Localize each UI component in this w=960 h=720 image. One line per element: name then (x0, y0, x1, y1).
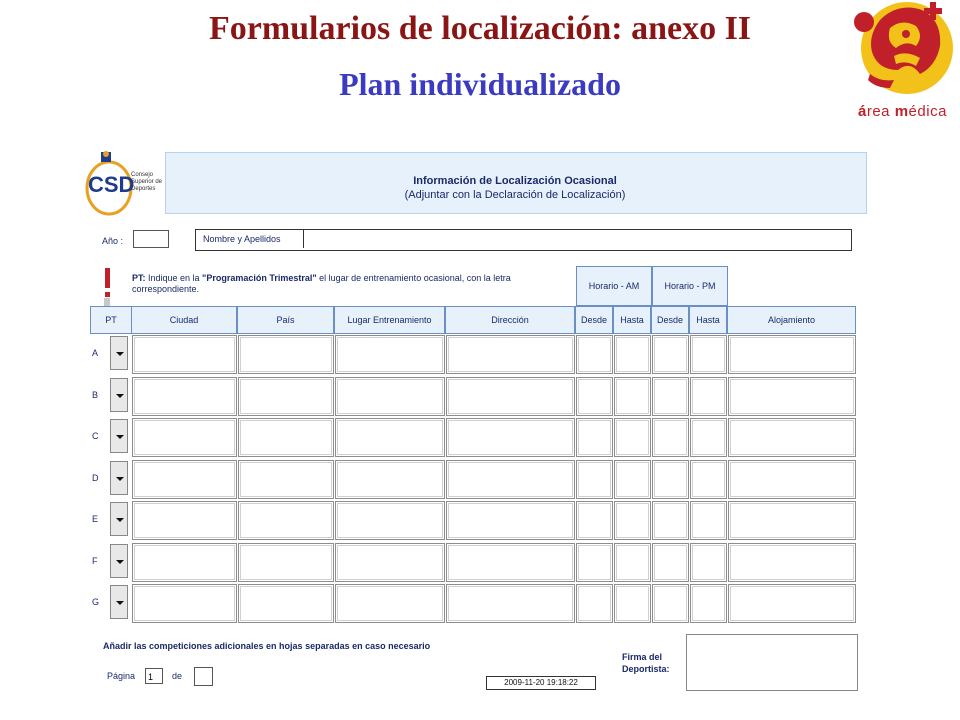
table-cell[interactable] (335, 335, 445, 374)
table-cell[interactable] (238, 501, 334, 540)
table-cell[interactable] (576, 377, 613, 416)
table-cell[interactable] (614, 543, 651, 582)
column-header: Ciudad (131, 306, 237, 334)
table-cell[interactable] (652, 418, 689, 457)
row-letter: E (92, 514, 99, 524)
table-cell[interactable] (652, 460, 689, 499)
row-letter: A (92, 348, 99, 358)
of-label: de (172, 671, 183, 681)
table-cell[interactable] (576, 501, 613, 540)
table-cell[interactable] (238, 543, 334, 582)
column-header: PT (90, 306, 132, 334)
table-cell[interactable] (446, 377, 575, 416)
table-cell[interactable] (335, 584, 445, 623)
group-header-pm: Horario - PM (652, 266, 728, 306)
table-cell[interactable] (728, 501, 856, 540)
page-input[interactable]: 1 (145, 668, 163, 684)
table-cell[interactable] (335, 543, 445, 582)
table-cell[interactable] (614, 418, 651, 457)
table-cell[interactable] (614, 501, 651, 540)
column-header: Desde (575, 306, 613, 334)
row-letter: B (92, 389, 99, 400)
table-cell[interactable] (132, 418, 237, 457)
table-cell[interactable] (132, 377, 237, 416)
column-header: Hasta (613, 306, 651, 334)
additional-note: Añadir las competiciones adicionales en hojas separadas en caso necesario (103, 641, 431, 651)
table-cell[interactable] (576, 543, 613, 582)
column-header: Hasta (689, 306, 727, 334)
signature-label: Firma del Deportista: (622, 652, 670, 674)
table-cell[interactable] (728, 460, 856, 499)
group-header-am: Horario - AM (576, 266, 652, 306)
table-cell[interactable] (132, 543, 237, 582)
year-input[interactable] (133, 230, 169, 248)
row-letter: G (92, 597, 100, 607)
name-label: Nombre y Apellidos (196, 230, 304, 248)
table-cell[interactable] (238, 377, 334, 416)
signature-box[interactable] (686, 634, 858, 691)
table-cell[interactable] (238, 418, 334, 457)
row-dropdown[interactable] (110, 585, 128, 619)
exclamation-icon (102, 268, 112, 306)
table-cell[interactable] (652, 377, 689, 416)
table-cell[interactable] (446, 543, 575, 582)
name-field[interactable] (195, 229, 852, 251)
table-cell[interactable] (690, 501, 727, 540)
table-cell[interactable] (728, 543, 856, 582)
table-cell[interactable] (238, 460, 334, 499)
table-cell[interactable] (576, 335, 613, 374)
column-header: País (237, 306, 334, 334)
csd-name: Consejo Superior de Deportes (131, 172, 163, 192)
table-cell[interactable] (690, 543, 727, 582)
total-pages-input[interactable] (194, 667, 213, 686)
table-cell[interactable] (335, 501, 445, 540)
row-letter: C (92, 431, 99, 441)
year-label: Año : (102, 236, 124, 246)
table-cell[interactable] (335, 418, 445, 457)
row-dropdown[interactable] (110, 378, 128, 412)
table-cell[interactable] (238, 335, 334, 374)
row-dropdown[interactable] (110, 461, 128, 495)
table-cell[interactable] (652, 335, 689, 374)
table-cell[interactable] (690, 418, 727, 457)
table-cell[interactable] (652, 543, 689, 582)
table-cell[interactable] (576, 460, 613, 499)
column-header: Alojamiento (727, 306, 856, 334)
slide-title: Formularios de localización: anexo II (208, 10, 752, 47)
table-cell[interactable] (132, 460, 237, 499)
pt-note: PT: Indique en la "Programación Trimestral" el lugar de entrenamiento ocasional, con la letra correspondiente. (132, 273, 511, 294)
row-dropdown[interactable] (110, 419, 128, 453)
table-cell[interactable] (335, 460, 445, 499)
column-header: Dirección (445, 306, 575, 334)
brand-name: área médica (858, 103, 947, 120)
row-dropdown[interactable] (110, 502, 128, 536)
row-letter: F (92, 555, 98, 566)
table-cell[interactable] (132, 335, 237, 374)
row-dropdown[interactable] (110, 544, 128, 578)
table-cell[interactable] (576, 584, 613, 623)
table-cell[interactable] (690, 584, 727, 623)
table-cell[interactable] (335, 377, 445, 416)
table-cell[interactable] (446, 460, 575, 499)
form-title: Información de Localización Ocasional (413, 175, 617, 187)
table-cell[interactable] (652, 584, 689, 623)
table-cell[interactable] (446, 584, 575, 623)
table-cell[interactable] (690, 377, 727, 416)
table-cell[interactable] (446, 335, 575, 374)
row-dropdown[interactable] (110, 336, 128, 370)
table-cell[interactable] (690, 335, 727, 374)
table-cell[interactable] (132, 501, 237, 540)
page-label: Página (107, 671, 136, 681)
timestamp: 2009-11-20 19:18:22 (486, 676, 596, 690)
table-cell[interactable] (238, 584, 334, 623)
table-cell[interactable] (446, 501, 575, 540)
table-cell[interactable] (728, 377, 856, 416)
slide-subtitle: Plan individualizado (339, 66, 621, 102)
table-cell[interactable] (614, 335, 651, 374)
table-cell[interactable] (446, 418, 575, 457)
table-cell[interactable] (728, 335, 856, 374)
row-letter: D (92, 472, 99, 483)
table-cell[interactable] (614, 584, 651, 623)
column-header: Lugar Entrenamiento (334, 306, 445, 334)
svg-text:CSD: CSD (88, 172, 135, 197)
table-cell[interactable] (614, 377, 651, 416)
form-subtitle: (Adjuntar con la Declaración de Localización) (404, 189, 626, 201)
table-cell[interactable] (614, 460, 651, 499)
table-cell[interactable] (728, 418, 856, 457)
table-cell[interactable] (728, 584, 856, 623)
table-cell[interactable] (132, 584, 237, 623)
column-header: Desde (651, 306, 689, 334)
table-cell[interactable] (576, 418, 613, 457)
table-cell[interactable] (690, 460, 727, 499)
table-cell[interactable] (652, 501, 689, 540)
